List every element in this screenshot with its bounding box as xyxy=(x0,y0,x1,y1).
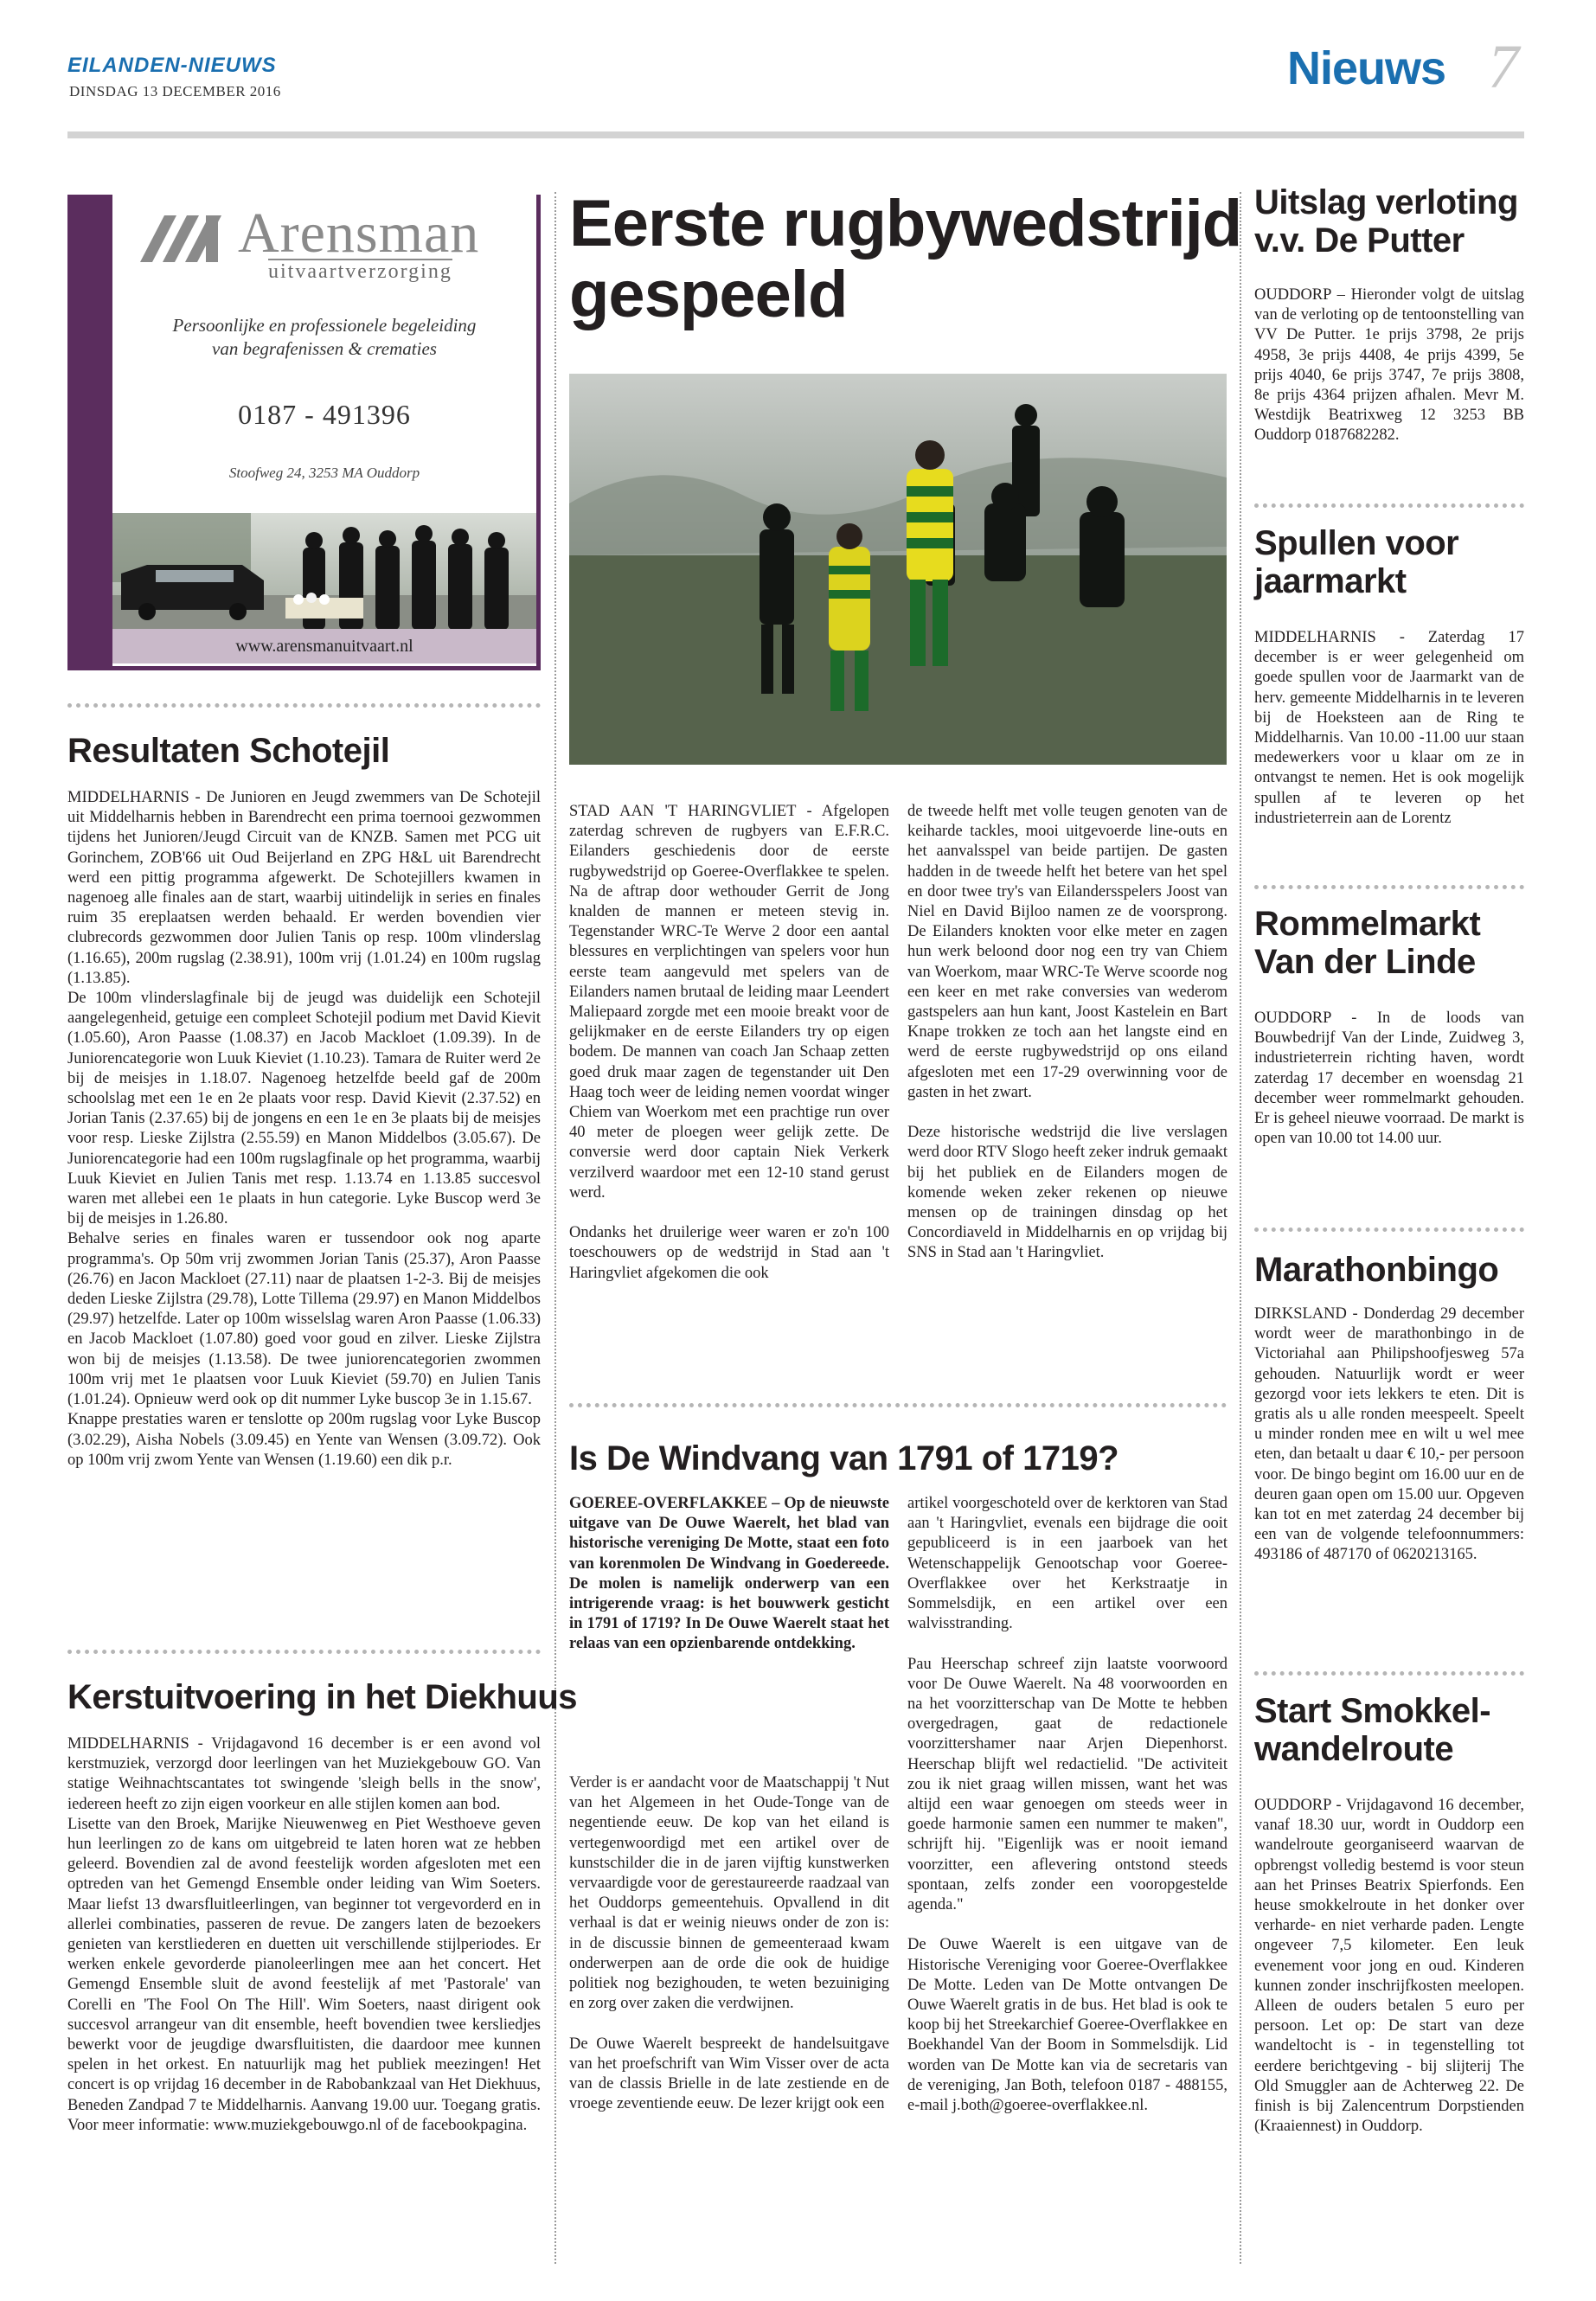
article-body-windvang-col1: Verder is er aandacht voor de Maatschappij 't Nut van het Algemeen in het Oude-Tonge van de negentiende eeuw. De kop van het eiland is vertegenwoordigd met een artikel over de kunstschilder die in de jaren vijftig kunstwerken vervaardigde voor de gerestaureerde raadzaal van het Ouddorps gemeentehuis. Opvallend in dit verhaal is dat er weinig nieuws onder de zon is: in de discussie binnen de gemeenteraad kwam onderwerpen aan de orde die ook de huidige politiek nog bezighouden, te weten bezuiniging en zorg over zaken die verdwijnen. De Ouwe Waerelt bespreekt de handelsuitgave van het proefschrift van Wim Visser over de acta van de classis Brielle in de late zestiende en de vroege zeventiende eeuw. De lezer krijgt ook een xyxy=(569,1774,889,2113)
article-body-windvang-col2: artikel voorgeschoteld over de kerktoren van Stad aan 't Haringvliet, evenals een bijdrage die ooit gepubliceerd is in een jaarboek van het Wetenschappelijk Genootschap voor Goeree-Overflakkee over het Kerkstraatje in Sommelsdijk, en een artikel over een walvisstranding. Pau Heerschap schreef zijn laatste voorwoord voor De Ouwe Waerelt. Na 48 voorwoorden en na het voorzitterschap van De Motte te hebben overgedragen, gaat de redactionele voorzittershamer naar Arjen Diepenhorst. Heerschap blijft wel redactielid. "De activiteit zou ik niet graag willen missen, want het was altijd een waar genoegen om steeds weer in goede harmonie samen een nummer te maken", schrijft hij. "Eigenlijk was er nooit iemand voorzitter, een aflevering ontstond steeds spontaan, zelfs zonder een vooropgestelde agenda." De Ouwe Waerelt is een uitgave van de Historische Vereniging voor Goeree-Overflakkee De Motte. Leden van De Motte ontvangen De Ouwe Waerelt gratis in de bus. Het blad is ook te koop bij het Streekarchief Goeree-Overflakkee en Boekhandel Van der Boom in Sommelsdijk. Lid worden van De Motte kan via de secretaris van de vereniging, Jan Both, telefoon 0187 - 488155, e-mail j.both@goeree-overflakkee.nl. xyxy=(907,1495,1227,2115)
column-divider-right xyxy=(1240,192,1241,2264)
separator xyxy=(569,1403,1227,1407)
page-number: 7 xyxy=(1488,32,1519,101)
ad-tagline: Persoonlijke en professionele begeleiding van begrafenissen & crematies xyxy=(172,315,477,359)
headline-marathonbingo: Marathonbingo xyxy=(1254,1251,1499,1289)
headline-rugby: Eerste rugbywedstrijd gespeeld xyxy=(569,187,1242,332)
article-body-rugby-col1: STAD AAN 'T HARINGVLIET - Afgelopen zaterdag schreven de rugbyers van E.F.R.C. Eilanders geschiedenis door de eerste rugbywedstrijd op Goeree-Overflakkee te spelen. Na de aftrap door wethouder Gerrit de Jong knalden de mannen er meteen stevig in. Tegenstander WRC-Te Werve 2 door een aantal blessures en verplichtingen van spelers voor hun eerste team aangevuld met spelers van de Eilanders namen brutaal de leiding maar Leendert Maliepaard zorgde met een mooie breakt voor de gelijkmaker en de eerste Eilanders try op eigen bodem. De mannen van coach Jan Schaap zetten goed druk maar zagen de tegenstander uit Den Haag toch weer de leiding nemen voordat winger Chiem van Woerkom met een prachtige run over 40 meter de ploegen weer gelijk zette. De conversie werd door captain Niek Verkerk verzilverd waardoor met een 12-10 stand gerust werd. Ondanks het druilerige weer waren er zo'n 100 toeschouwers op de wedstrijd in Stad aan 't Haringvliet afgekomen die ook xyxy=(569,803,889,1282)
ad-phone: 0187 - 491396 xyxy=(238,399,411,430)
separator xyxy=(67,1650,541,1654)
separator xyxy=(1254,1227,1524,1232)
article-body-verloting: OUDDORP – Hieronder volgt de uitslag van de verloting op de tentoonstelling van VV De Putter. 1e prijs 3798, 2e prijs 4958, 3e prijs 4408, 4e prijs 4399, 5e prijs 4040, 6e prijs 3747, 7e prijs 3808, 8e prijs 4364 prijzen afhalen. Mevr M. Westdijk Beatrixweg 12 3253 BB Ouddorp 0187682282. xyxy=(1254,286,1529,445)
headline-rommelmarkt: Rommelmarkt Van der Linde xyxy=(1254,905,1481,981)
arensman-m-logo-icon xyxy=(137,208,240,269)
ad-content xyxy=(112,195,536,666)
ad-subtitle: uitvaartverzorging xyxy=(268,260,452,283)
headline-smokkelwandelroute: Start Smokkel- wandelroute xyxy=(1254,1692,1491,1768)
ad-address: Stoofweg 24, 3253 MA Ouddorp xyxy=(228,465,420,481)
headline-schotejil: Resultaten Schotejil xyxy=(67,732,390,770)
ad-website-link[interactable]: www.arensmanuitvaart.nl xyxy=(112,629,536,663)
column-divider-left xyxy=(554,192,556,2264)
rugby-match-photo-icon xyxy=(569,374,1227,765)
separator xyxy=(1254,503,1524,508)
advertisement-arensman xyxy=(67,195,541,670)
article-body-spullen: MIDDELHARNIS - Zaterdag 17 december is er weer gelegenheid om goede spullen voor de Jaarmarkt van de herv. gemeente Middelharnis in te leveren bij de Hoeksteen aan de Ring te Middelharnis. Van 10.00 -11.00 uur staan medewerkers voor u klaar om ze in ontvangst te nemen. Het is ook mogelijk spullen af te leveren op het industrieterrein aan de Lorentz xyxy=(1254,629,1529,827)
article-lead-windvang: GOEREE-OVERFLAKKEE – Op de nieuwste uitgave van De Ouwe Waerelt, het blad van historische vereniging De Motte, staat een foto van korenmolen De Windvang in Goedereede. De molen is namelijk onderwerp van een intrigerende vraag: is het bouwwerk gesticht in 1791 of 1719? In De Ouwe Waerelt staat het relaas van een opzienbarende ontdekking. xyxy=(569,1495,894,1653)
article-body-marathonbingo: DIRKSLAND - Donderdag 29 december wordt weer de marathonbingo in de Victoriahal aan Philipshoofjesweg 57a gehouden. Natuurlijk wordt er weer gezorgd voor iets lekkers te eten. Dit is gratis als u alle ronden meespeelt. Speelt u minder ronden mee en wilt u wel mee eten, dan betaalt u daar € 10,- per persoon voor. De bingo begint om 16.00 uur en de deuren gaan open om 15.00 uur. Opgeven kan tot en met zaterdag 24 december bij een van de volgende telefoonnummers: 493186 of 487170 of 0620213165. xyxy=(1254,1305,1529,1564)
section-title: Nieuws xyxy=(1287,42,1446,94)
ad-brand: Arensman xyxy=(238,202,480,265)
article-body-rommelmarkt: OUDDORP - In de loods van Bouwbedrijf Van der Linde, Zuidweg 3, industrieterrein richting haven, wordt zaterdag 17 december en woensdag 21 december weer rommelmarkt gehouden. Er is geheel nieuwe voorraad. De markt is open van 10.00 tot 14.00 uur. xyxy=(1254,1009,1529,1148)
headline-spullen: Spullen voor jaarmarkt xyxy=(1254,524,1459,600)
masthead: EILANDEN-NIEUWS xyxy=(67,54,277,77)
headline-verloting: Uitslag verloting v.v. De Putter xyxy=(1254,183,1518,260)
ad-logo xyxy=(112,202,536,283)
header-rule xyxy=(67,131,1524,138)
article-body-kerstuitvoering: MIDDELHARNIS - Vrijdagavond 16 december is er een avond vol kerstmuziek, verzorgd door leerlingen van het Muziekgebouw GO. Van statige Weihnachtscantates tot swingende 'sleigh bells in the snow', iedereen heeft zo zijn eigen voorkeur en alle stijlen komen aan bod. Lisette van den Broek, Marijke Nieuwenweg en Piet Westhoeve geven hun leerlingen zo de kans om uitgebreid te laten horen wat ze hebben geleerd. Bovendien zal de avond feestelijk worden afgesloten met een optreden van het Gemengd Ensemble onder leiding van Wim Soeters. Maar liefst 13 dwarsfluitleerlingen, van beginner tot vergevorderd en in allerlei combinaties, passeren de revue. De zangers laten de bezoekers genieten van kerstliederen en duetten uit verschillende stijlperiodes. Er werken enkele gevorderde pianoleerlingen mee aan het concert. Het Gemengd Ensemble sluit de avond feestelijk af met 'Pastorale' van Corelli en 'The Fool On The Hill'. Wim Soeters, naast dirigent ook succesvol arrangeur van dit ensemble, heeft bovendien twee kersliedjes bewerkt voor de jeugdige dwarsfluitisten, die daardoor mee kunnen spelen in het orkest. En natuurlijk mag het publiek meezingen! Het concert is op vrijdag 16 december in de Rabobankzaal van Het Diekhuus, Beneden Zandpad 7 te Middelharnis. Aanvang 19.00 uur. Toegang gratis. Voor meer informatie: www.muziekgebouwgo.nl of de facebookpagina. xyxy=(67,1735,541,2134)
article-body-schotejil: MIDDELHARNIS - De Junioren en Jeugd zwemmers van De Schotejil uit Middelharnis hebben in Barendrecht een prima toernooi gezwommen tijdens het Junioren/Jeugd Circuit van de KNZB. Samen met PCG uit Gorinchem, ZOB'66 uit Oud Beijerland en ZPG H&L uit Barendrecht werd een pittig programma afgewerkt. De Schotejillers kwamen in nagenoeg alle finales aan de start, waarbij uitindelijk in series en finales ruim 35 ereplaatsen werden behaald. Er werden bovendien vier clubrecords gezwommen door Julien Tanis op resp. 100m vlinderslag (1.16.65), 200m rugslag (2.38.91), 100m vrij (1.01.24) en 100m rugslag (1.13.85). De 100m vlinderslagfinale bij de jeugd was duidelijk een Schotejil aangelegenheid, getuige een compleet Schotejil podium met David Kievit (1.05.60), Aron Paasse (1.08.37) en Jacob Mackloet (1.09.39). In de Juniorencategorie won Luuk Kieviet (1.10.23). Tamara de Ruiter werd 2e bij de meisjes in 1.18.07. Nagenoeg hetzelfde beeld gaf de 200m schoolslag met een 1e en 2e plaats voor resp. David Kievit (2.37.52) en Jorian Tanis (2.37.65) bij de jongens en een 1e en 3e plaats bij de meisjes voor resp. Lieske Zijlstra (2.55.59) en Manon Middelbos (3.05.67). De Juniorencategorie had een 100m rugslagfinale op het programma, waarbij Luuk Kieviet en Julien Tanis met resp. 1.13.74 en 1.13.85 succesvol waren met allebei een 1e plaats in hun categorie. Lyke Buscop werd 3e bij de meisjes in 1.26.80. Behalve series en finales waren er tussendoor ook nog aparte programma's. Op 50m vrij zwommen Jorian Tanis (25.37), Aron Paasse (26.76) en Jacon Mackloet (27.11) naar de plaatsen 1-2-3. Bij de meisjes deden Lieske Zijlstra (29.78), Lotte Tillema (29.97) en Manon Middelbos (29.97) hetzelfde. Later op 100m wisselslag waren Aron Paasse (1.06.33) en Jacob Mackloet (1.07.80) goed voor goud en zilver. Lieske Zijlstra won bij de meisjes (1.13.58). De twee juniorencategorien zwommen 100m vrij met 1e plaatsen voor Luuk Kieviet (59.70) en Julien Tanis (1.01.24). Opnieuw werd ook op dit nummer Lyke buscop 3e in 1.15.67. Knappe prestaties waren er tenslotte op 200m rugslag voor Lyke Buscop (3.02.29), Aisha Nobels (3.09.45) en Yente van Wensen (3.09.72). Ook op 100m vrij zwom Yente van Wensen (1.19.60) een dik p.r. xyxy=(67,789,541,1469)
funeral-procession-photo-icon xyxy=(112,513,536,634)
issue-date: DINSDAG 13 DECEMBER 2016 xyxy=(69,83,281,99)
article-body-rugby-col2: de tweede helft met volle teugen genoten van de keiharde tackles, mooi uitgevoerde line-outs en het aanvalsspel van beide partijen. De gasten hadden in de tweede helft het betere van het spel en door twee try's van Eilandersspelers Joost van Niel en David Bijloo namen ze de voorsprong. De Eilanders knokten voor elke meter en zagen hun werk beloond door nog een try van Chiem van Woerkom, maar WRC-Te Werve scoorde nog een keer en met rake conversies van wederom gastspelers aan hun kant, Joost Kastelein en Bart Knape trokken ze toch aan het langste eind en werd de eerste rugbywedstrijd op ons eiland afgesloten met een 17-29 overwinning voor de gasten in het zwart. Deze historische wedstrijd die live verslagen werd door RTV Slogo heeft zeker indruk gemaakt bij het publiek en de Eilanders mogen de komende weken zeker rekenen op nieuwe mensen op de trainingen dinsdag op het Concordiaveld in Middelharnis en op vrijdag bij SNS in Stad aan 't Haringvliet. xyxy=(907,803,1227,1262)
headline-kerstuitvoering: Kerstuitvoering in het Diekhuus xyxy=(67,1678,578,1716)
article-body-smokkelwandelroute: OUDDORP - Vrijdagavond 16 december, vanaf 18.30 uur, wordt in Ouddorp een wandelroute georganiseerd waarvan de opbrengst volledig bestemd is voor steun aan het Prinses Beatrix Spierfonds. Een heuse smokkelroute in het donker over verharde- en niet verharde paden. Lengte ongeveer 7,5 kilometer. Een leuk evenement voor jong en oud. Kinderen kunnen zonder inschrijfkosten meelopen. Alleen de ouders betalen 5 euro per persoon. Let op: De start van deze wandeltocht is - in tegenstelling tot eerdere berichtgeving - bij slijterij The Old Smuggler aan de Achterweg 22. De finish is bij Zalencentrum Dorpstienden (Kraaiennest) in Ouddorp. xyxy=(1254,1797,1529,2136)
separator xyxy=(67,703,541,708)
separator xyxy=(1254,1671,1524,1676)
separator xyxy=(1254,885,1524,889)
headline-windvang: Is De Windvang van 1791 of 1719? xyxy=(569,1439,1118,1477)
